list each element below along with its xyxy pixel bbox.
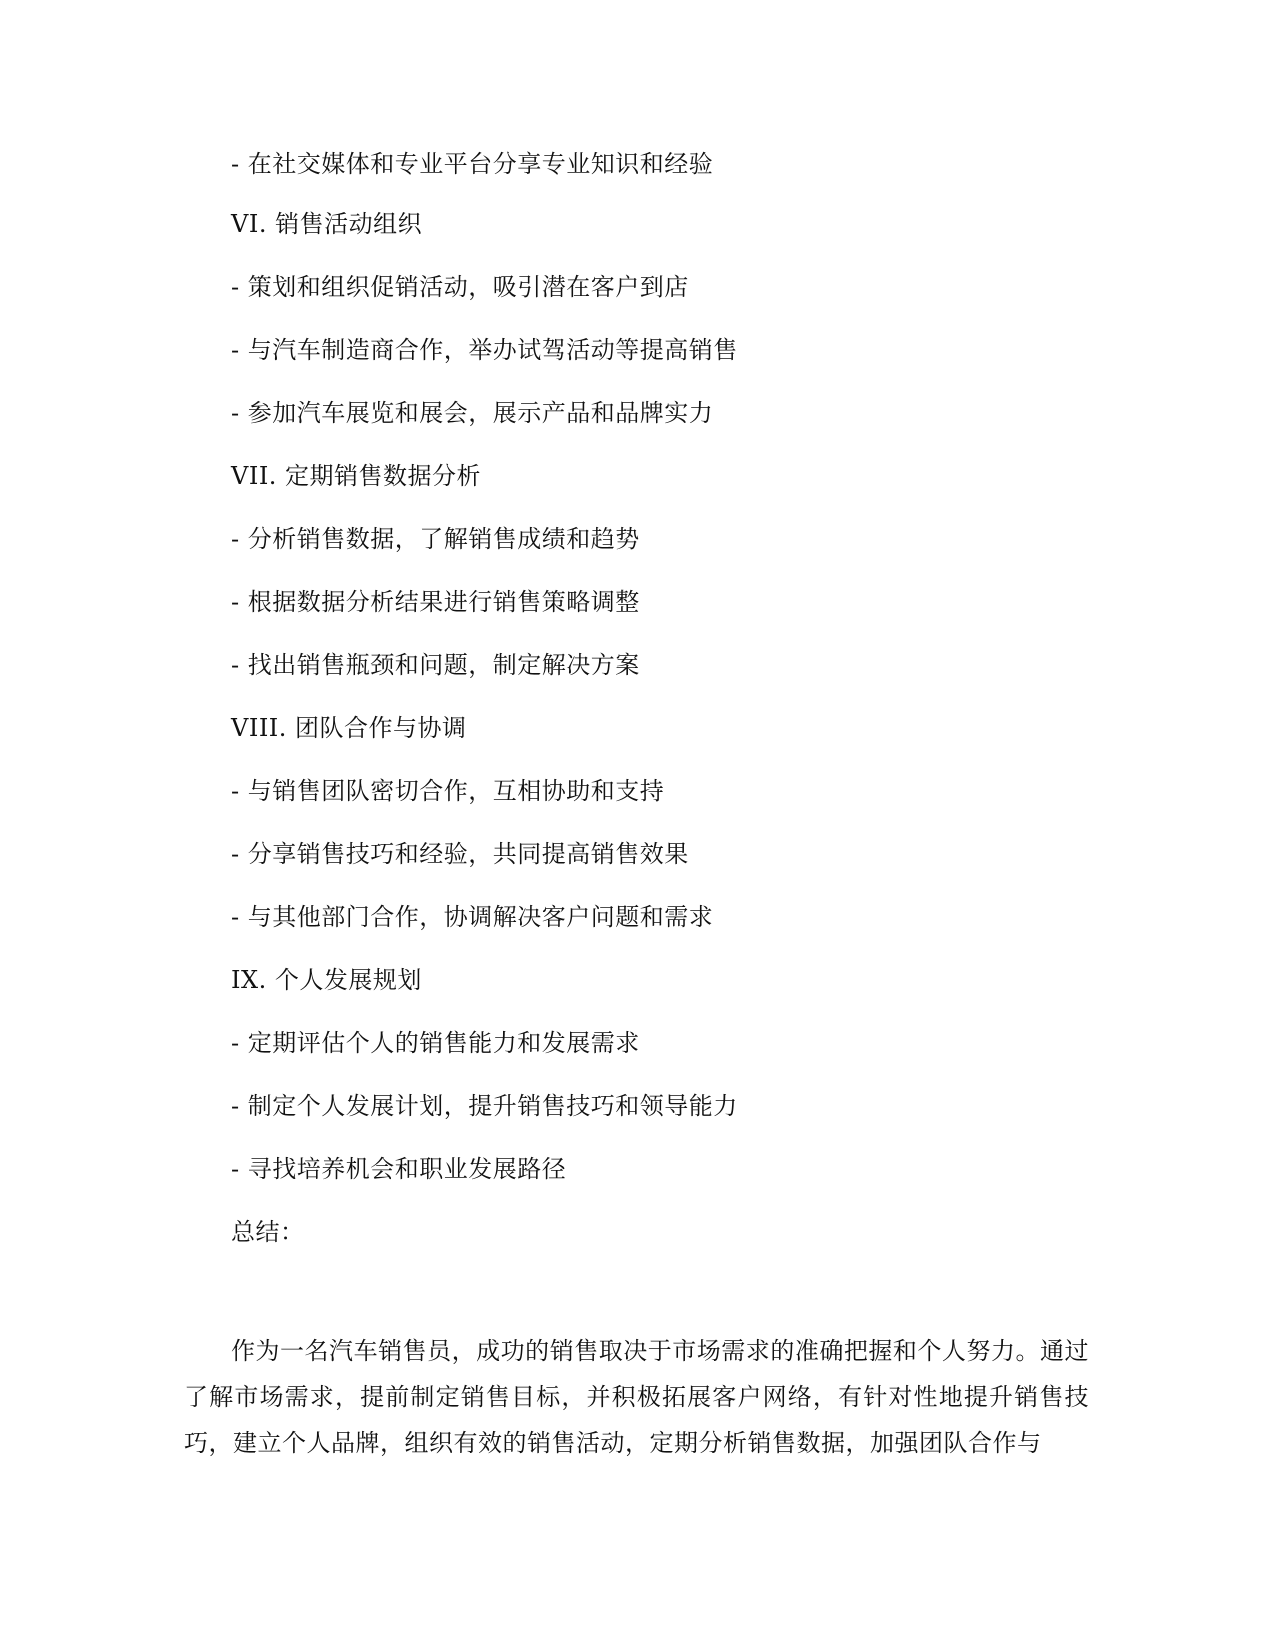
bullet-promotion-events: - 策划和组织促销活动，吸引潜在客户到店: [231, 273, 689, 301]
bullet-analyze-data: - 分析销售数据，了解销售成绩和趋势: [231, 525, 640, 553]
section-heading-vi: VI. 销售活动组织: [231, 210, 423, 238]
bullet-evaluate-ability: - 定期评估个人的销售能力和发展需求: [231, 1029, 640, 1057]
bullet-auto-show: - 参加汽车展览和展会，展示产品和品牌实力: [231, 399, 714, 427]
bullet-adjust-strategy: - 根据数据分析结果进行销售策略调整: [231, 588, 640, 616]
bullet-cross-department: - 与其他部门合作，协调解决客户问题和需求: [231, 903, 714, 931]
section-heading-viii: VIII. 团队合作与协调: [231, 714, 467, 742]
bullet-share-skills: - 分享销售技巧和经验，共同提高销售效果: [231, 840, 689, 868]
bullet-development-plan: - 制定个人发展计划，提升销售技巧和领导能力: [231, 1092, 738, 1120]
bullet-team-cooperation: - 与销售团队密切合作，互相协助和支持: [231, 777, 665, 805]
section-heading-ix: IX. 个人发展规划: [231, 966, 422, 994]
summary-heading: 总结：: [231, 1218, 305, 1246]
section-heading-vii: VII. 定期销售数据分析: [231, 462, 482, 490]
bullet-share-knowledge: - 在社交媒体和专业平台分享专业知识和经验: [231, 150, 714, 178]
summary-paragraph: 作为一名汽车销售员，成功的销售取决于市场需求的准确把握和个人努力。通过了解市场需求，提前制定销售目标，并积极拓展客户网络，有针对性地提升销售技巧，建立个人品牌，组织有效的销售活动，定期分析销售数据，加强团队合作与: [184, 1337, 1089, 1457]
bullet-find-bottlenecks: - 找出销售瓶颈和问题，制定解决方案: [231, 651, 640, 679]
bullet-career-path: - 寻找培养机会和职业发展路径: [231, 1155, 567, 1183]
bullet-test-drive: - 与汽车制造商合作，举办试驾活动等提高销售: [231, 336, 738, 364]
